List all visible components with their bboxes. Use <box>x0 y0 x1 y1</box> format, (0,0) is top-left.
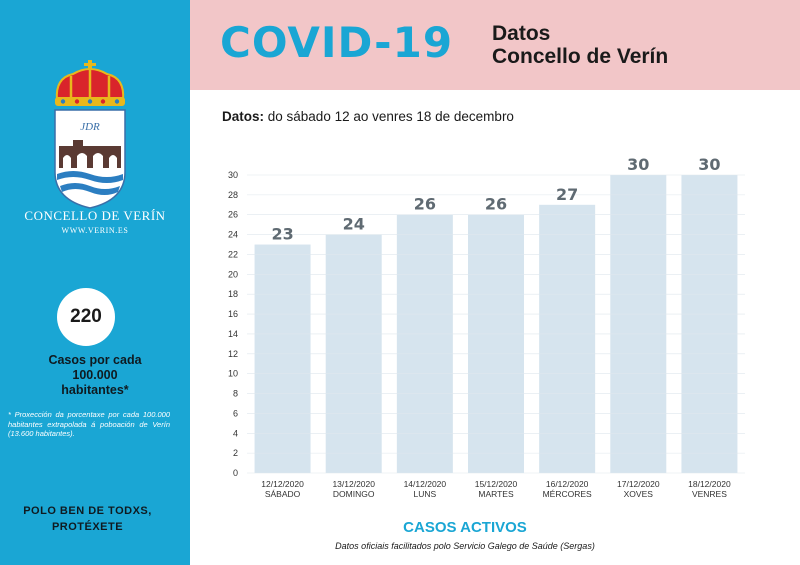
x-tick-label-date: 15/12/2020 <box>474 479 518 489</box>
bar-value-label: 30 <box>627 155 650 174</box>
y-tick-label: 30 <box>227 170 238 180</box>
brand-name: CONCELLO DE VERÍN <box>24 208 166 223</box>
y-tick-label: 26 <box>227 209 238 220</box>
y-tick-label: 4 <box>232 428 238 439</box>
page-title: COVID-19 <box>220 18 454 67</box>
bar <box>397 215 453 473</box>
bar <box>468 215 524 473</box>
bar-value-label: 23 <box>271 224 294 244</box>
y-tick-label: 8 <box>232 388 238 399</box>
y-tick-label: 16 <box>227 309 238 320</box>
coat-of-arms-icon <box>49 60 131 210</box>
shield-icon <box>55 110 125 208</box>
chart-title: CASOS ACTIVOS <box>403 519 527 536</box>
y-tick-label: 2 <box>232 448 238 459</box>
y-tick-label: 22 <box>227 249 238 260</box>
bar <box>539 205 595 473</box>
x-tick-label-day: DOMINGO <box>332 489 375 499</box>
bar <box>610 175 666 473</box>
x-tick-label-day: MARTES <box>478 489 514 499</box>
y-tick-label: 14 <box>227 328 238 339</box>
y-tick-label: 6 <box>232 408 238 419</box>
crown-icon <box>55 60 125 106</box>
x-tick-label-date: 12/12/2020 <box>261 479 304 489</box>
x-tick-label-date: 18/12/2020 <box>688 479 731 489</box>
bar <box>255 245 311 473</box>
x-tick-label-date: 17/12/2020 <box>617 479 660 489</box>
slogan: POLO BEN DE TODXS, PROTÉXETE <box>23 505 152 533</box>
rate-footnote: * Proxección da porcentaxe por cada 100.000 habitantes extrapolada á poboación de Verín (13.600 habitantes). <box>8 410 170 438</box>
y-tick-label: 24 <box>227 229 238 240</box>
bar-value-label: 26 <box>413 194 436 214</box>
bar-value-label: 24 <box>342 214 365 234</box>
x-tick-label-date: 14/12/2020 <box>403 479 447 489</box>
rate-label: Casos por cada 100.000 habitantes* <box>48 353 142 397</box>
data-source: Datos oficiais facilitados polo Servicio Galego de Saúde (Sergas) <box>335 541 595 551</box>
y-tick-label: 18 <box>227 289 238 300</box>
crest-monogram: JDR <box>80 121 100 133</box>
bar-value-label: 30 <box>698 155 721 174</box>
x-tick-label-date: 16/12/2020 <box>545 479 589 489</box>
y-tick-label: 10 <box>227 368 238 379</box>
bar-value-label: 26 <box>484 194 508 214</box>
x-tick-label-day: LUNS <box>413 489 437 499</box>
y-tick-label: 12 <box>227 348 238 359</box>
bar <box>681 175 737 473</box>
sidebar <box>0 0 190 565</box>
rate-value-badge: 220 <box>57 288 115 346</box>
x-tick-label-date: 13/12/2020 <box>332 479 375 489</box>
x-tick-label-day: VENRES <box>691 489 727 499</box>
x-tick-label-day: XOVES <box>623 489 653 499</box>
page-subtitle: Datos Concello de Verín <box>492 22 669 68</box>
y-tick-label: 28 <box>227 189 238 200</box>
brand-url: WWW.VERIN.ES <box>61 226 129 235</box>
date-range-text: do sábado 12 ao venres 18 de decembro <box>264 109 514 124</box>
bar-value-label: 27 <box>556 184 579 204</box>
x-tick-label-day: MÉRCORES <box>542 489 592 499</box>
x-tick-label-day: SÁBADO <box>264 489 301 499</box>
y-tick-label: 0 <box>232 468 238 478</box>
date-range-label: Datos: <box>222 109 265 124</box>
active-cases-chart <box>190 0 800 565</box>
y-tick-label: 20 <box>227 269 238 280</box>
